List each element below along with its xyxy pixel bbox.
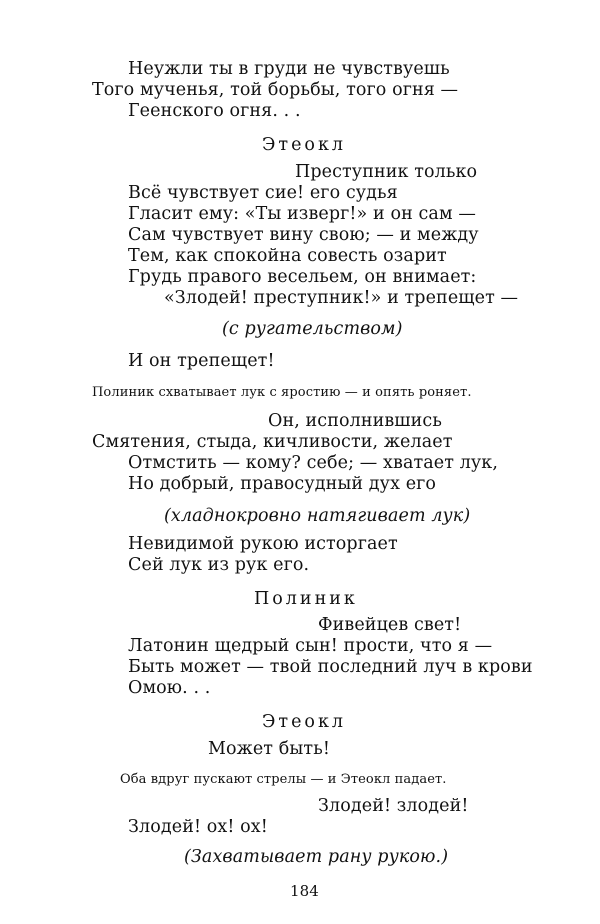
- verse-line: Геенского огня. . .: [128, 101, 301, 121]
- verse-line: Он, исполнившись: [268, 411, 442, 431]
- verse-line: Сам чувствует вину свою; — и между: [128, 225, 479, 245]
- verse-line: Злодей! злодей!: [318, 796, 469, 816]
- verse-line: Фивейцев свет!: [318, 615, 462, 635]
- verse-line: Того мученья, той борьбы, того огня —: [92, 80, 459, 100]
- verse-line: Преступник только: [295, 162, 478, 182]
- stage-direction: Оба вдруг пускают стрелы — и Этеокл падает.: [120, 772, 447, 787]
- verse-line: Всё чувствует сие! его судья: [128, 183, 398, 203]
- page-number: 184: [290, 882, 319, 900]
- verse-line: Неужли ты в груди не чувствуешь: [128, 59, 450, 79]
- verse-line: Может быть!: [208, 739, 330, 759]
- speaker-name: Этеокл: [262, 135, 347, 155]
- verse-line: Сей лук из рук его.: [128, 555, 310, 575]
- verse-line: Невидимой рукою исторгает: [128, 534, 398, 554]
- verse-line: Тем, как спокойна совесть озарит: [128, 246, 447, 266]
- stage-direction: (хладнокровно натягивает лук): [164, 506, 471, 526]
- verse-line: Быть может — твой последний луч в крови: [128, 657, 533, 677]
- verse-line: Омою. . .: [128, 678, 211, 698]
- verse-line: Смятения, стыда, кичливости, желает: [92, 432, 453, 452]
- verse-line: Но добрый, правосудный дух его: [128, 474, 437, 494]
- verse-line: Злодей! ох! ох!: [128, 817, 268, 837]
- speaker-name: Полиник: [254, 589, 358, 609]
- verse-line: Отмстить — кому? себе; — хватает лук,: [128, 453, 499, 473]
- verse-line: И он трепещет!: [128, 351, 275, 371]
- stage-direction: Полиник схватывает лук с яростию — и опять роняет.: [92, 385, 472, 400]
- stage-direction: (Захватывает рану рукою.): [184, 847, 449, 867]
- speaker-name: Этеокл: [262, 712, 347, 732]
- stage-direction: (с ругательством): [222, 319, 403, 339]
- verse-line: «Злодей! преступник!» и трепещет —: [164, 288, 519, 308]
- verse-line: Грудь правого весельем, он внимает:: [128, 267, 477, 287]
- verse-line: Латонин щедрый сын! прости, что я —: [128, 636, 493, 656]
- verse-line: Гласит ему: «Ты изверг!» и он сам —: [128, 204, 476, 224]
